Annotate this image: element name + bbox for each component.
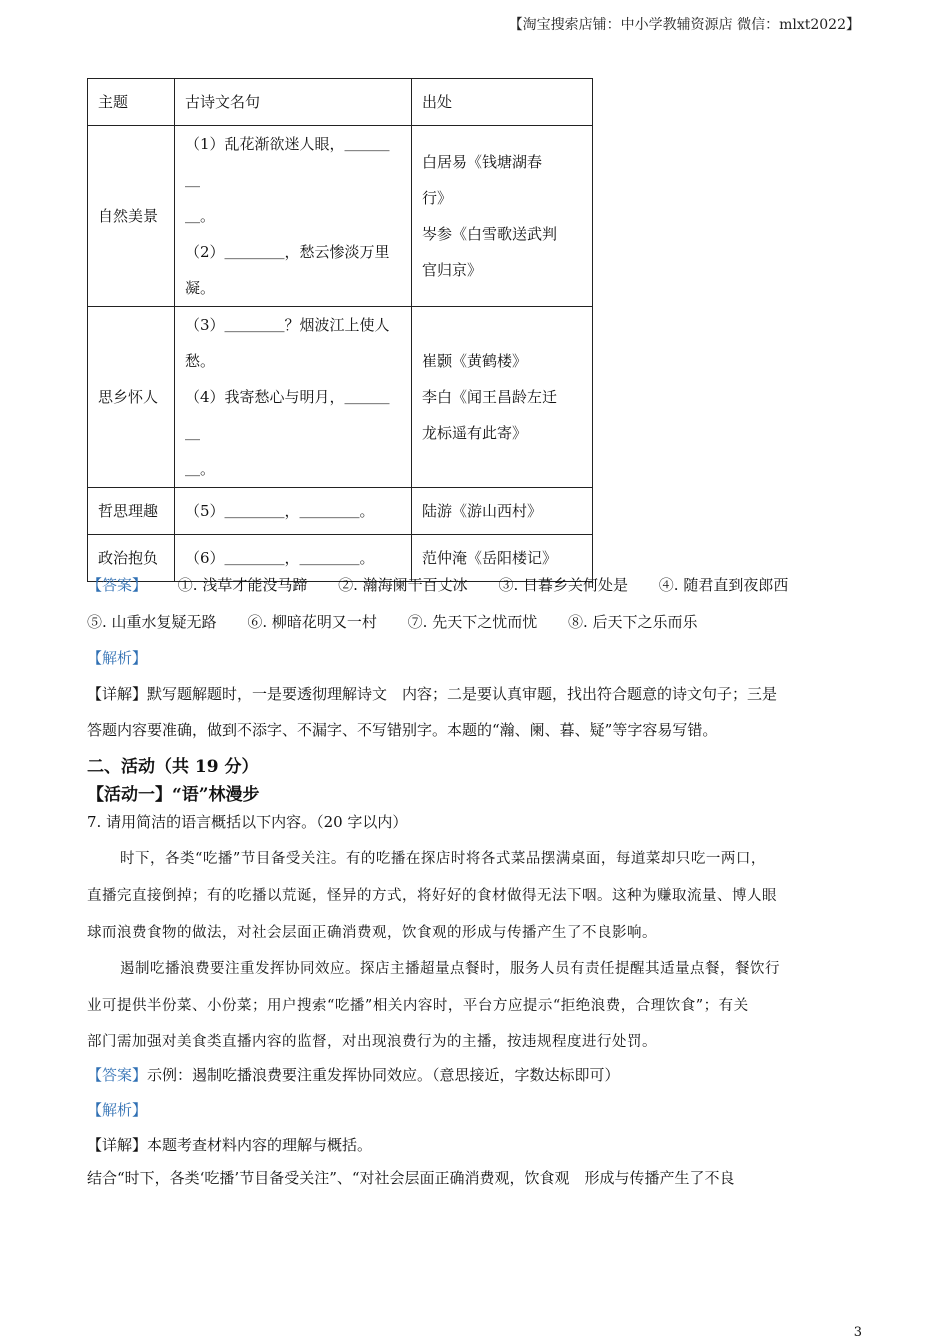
material-paragraph: 遏制吃播浪费要注重发挥协同效应。探店主播超量点餐时，服务人员有责任提醒其适量点餐，餐饮行 <box>120 961 780 977</box>
answer-text: 示例：遏制吃播浪费要注重发挥协同效应。（意思接近，字数达标即可） <box>147 1066 620 1084</box>
poem-table <box>87 78 593 582</box>
header-theme: 主题 <box>88 79 175 126</box>
page-number: 3 <box>853 1325 862 1340</box>
answer-label: 【答案】 <box>87 576 148 594</box>
source-line: 岑参《白雪歌送武判 <box>422 225 558 243</box>
row-theme: 哲思理趣 <box>88 488 175 535</box>
verse-line: 愁。 <box>185 352 216 370</box>
row-source: 陆游《游山西村》 <box>412 488 593 535</box>
row-source <box>412 307 593 488</box>
activity-title: 【活动一】“语”林漫步 <box>87 785 260 805</box>
verse-line: ＿。 <box>185 207 216 225</box>
detail-text: 【详解】默写题解题时，一是要透彻理解诗文 内容；二是要认真审题，找出符合题意的诗文句子；三是 <box>87 685 778 703</box>
source-line: 白居易《钱塘湖春 <box>422 153 543 171</box>
answer-item: ⑤. 山重水复疑无路 <box>87 613 217 631</box>
table-row <box>88 126 593 307</box>
answer-item: ⑥. 柳暗花明又一村 <box>247 613 377 631</box>
source-line: 崔颢《黄鹤楼》 <box>422 352 528 370</box>
source-line: 行》 <box>422 189 453 207</box>
answer-item: ⑧. 后天下之乐而乐 <box>567 613 698 631</box>
answer-item: ⑦. 先天下之忧而忧 <box>407 613 538 631</box>
material-paragraph: 直播完直接倒掉；有的吃播以荒诞，怪异的方式，将好好的食材做得无法下咽。这种为赚取流量、博人眼 <box>87 888 777 904</box>
verse-line: （3）＿＿＿＿？烟波江上使人 <box>185 316 390 334</box>
header-verse: 古诗文名句 <box>175 79 412 126</box>
analysis-label: 【解析】 <box>87 649 148 667</box>
source-line: 官归京》 <box>422 261 483 279</box>
verse-line: （1）乱花渐欲迷人眼，＿＿＿＿ <box>185 135 390 189</box>
detail-text: 【详解】本题考查材料内容的理解与概括。 <box>87 1136 373 1154</box>
row-theme: 思乡怀人 <box>88 307 175 488</box>
table-row <box>88 307 593 488</box>
answer-line-2 <box>87 611 724 632</box>
row-verses <box>175 126 412 307</box>
table-header-row <box>88 79 593 126</box>
detail-text: 答题内容要准确，做到不添字、不漏字、不写错别字。本题的“瀚、阑、暮、疑”等字容易写错。 <box>87 721 718 739</box>
material-paragraph: 部门需加强对美食类直播内容的监督，对出现浪费行为的主播，按违规程度进行处罚。 <box>87 1034 657 1050</box>
row-source <box>412 126 593 307</box>
answer-7 <box>87 1064 620 1085</box>
row-verses <box>175 307 412 488</box>
table-row <box>88 488 593 535</box>
verse-line: 凝。 <box>185 279 216 297</box>
answer-line-1 <box>87 574 788 595</box>
question-7: 7. 请用简洁的语言概括以下内容。（20 字以内） <box>87 813 408 831</box>
row-source: 范仲淹《岳阳楼记》 <box>412 535 593 582</box>
page-header: 【淘宝搜索店铺：中小学教辅资源店 微信：mlxt2022】 <box>508 17 860 33</box>
answer-item: ③. 日暮乡关何处是 <box>498 576 628 594</box>
row-theme: 自然美景 <box>88 126 175 307</box>
detail-text: 结合“时下，各类‘吃播’节目备受关注”、“对社会层面正确消费观，饮食观 形成与传播产生了不良 <box>87 1169 735 1187</box>
row-verses: （6）＿＿＿＿，＿＿＿＿。 <box>175 535 412 582</box>
row-theme: 政治抱负 <box>88 535 175 582</box>
verse-line: （2）＿＿＿＿，愁云惨淡万里 <box>185 243 390 261</box>
material-paragraph: 球而浪费食物的做法，对社会层面正确消费观，饮食观的形成与传播产生了不良影响。 <box>87 925 657 941</box>
header-source: 出处 <box>412 79 593 126</box>
verse-line: ＿。 <box>185 460 216 478</box>
source-line: 龙标遥有此寄》 <box>422 424 528 442</box>
material-paragraph: 业可提供半份菜、小份菜；用户搜索“吃播”相关内容时，平台方应提示“拒绝浪费，合理饮食”；有关 <box>87 998 749 1014</box>
answer-item: ②. 瀚海阑干百丈冰 <box>338 576 468 594</box>
answer-item: ①. 浅草才能没马蹄 <box>177 576 308 594</box>
answer-label: 【答案】 <box>87 1066 148 1084</box>
material-paragraph: 时下，各类“吃播”节目备受关注。有的吃播在探店时将各式菜品摆满桌面，每道菜却只吃一两口， <box>120 851 766 867</box>
verse-line: （4）我寄愁心与明月，＿＿＿＿ <box>185 388 390 442</box>
answer-item: ④. 随君直到夜郎西 <box>658 576 789 594</box>
row-verses: （5）＿＿＿＿，＿＿＿＿。 <box>175 488 412 535</box>
source-line: 李白《闻王昌龄左迁 <box>422 388 558 406</box>
section-title: 二、活动（共 19 分） <box>87 757 259 777</box>
analysis-label: 【解析】 <box>87 1101 148 1119</box>
